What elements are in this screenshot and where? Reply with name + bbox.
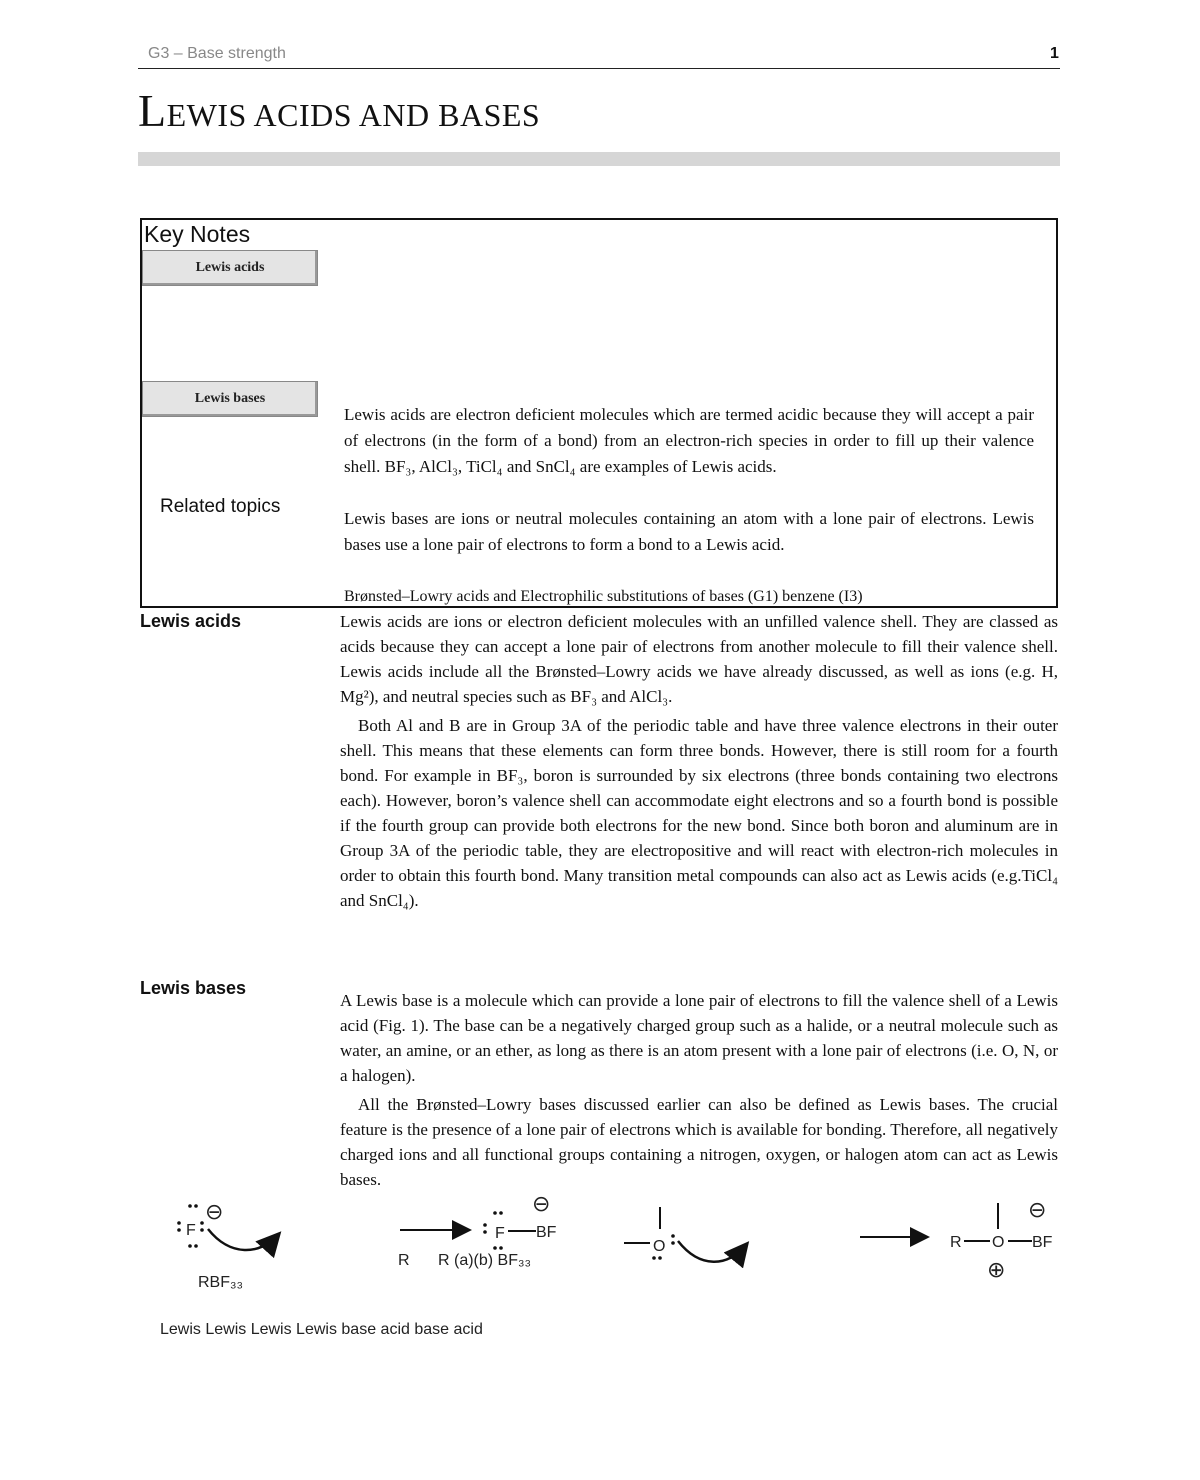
- figure-1-lewis-reactions: [150, 1185, 1070, 1295]
- title-bar: [138, 152, 1060, 166]
- running-head: G3 – Base strength: [148, 45, 286, 62]
- section-heading-lewis-bases: Lewis bases: [140, 978, 247, 998]
- product-minus-charge: ⊖: [532, 1191, 551, 1216]
- key-notes-heading: Key Notes: [144, 221, 251, 247]
- oxygen-atom: O: [653, 1238, 666, 1255]
- section-heading-lewis-acids: Lewis acids: [140, 611, 242, 631]
- page-number: 1: [1050, 45, 1059, 62]
- section-body-lewis-bases: [340, 988, 1058, 1192]
- fluoride-atom: F: [186, 1222, 196, 1239]
- paragraph: Lewis acids are ions or electron deficient molecules with an unfilled valence shell. They are classed as acids because they can accept a lone pair of electrons from another molecule to fill their valence shell. Lewis acids include all the Brønsted–Lowry acids we have already discussed, as well as ions (e.g. H, Mg²), and neutral species such as BF₃ and AlCl₃.: [340, 612, 1058, 706]
- bf3-label: RBF₃₃: [198, 1274, 244, 1291]
- curved-arrow: [208, 1229, 278, 1250]
- key-notes-bases-text: Lewis bases are ions or neutral molecules containing an atom with a lone pair of electrons. Lewis bases use a lone pair of electrons to form a bond to a Lewis acid.: [344, 509, 1034, 554]
- key-notes-tab-lewis-acids: [142, 250, 318, 286]
- product-r: R: [950, 1234, 962, 1251]
- r-a-b-label: R (a)(b) BF₃₃: [438, 1252, 532, 1269]
- product-oxygen: O: [992, 1234, 1005, 1251]
- fluoride-minus-charge: ⊖: [205, 1199, 224, 1224]
- related-topics-text: Brønsted–Lowry acids and Electrophilic substitutions of bases (G1) benzene (I3): [344, 588, 863, 605]
- key-notes-acids-text: Lewis acids are electron deficient molecules which are termed acidic because they will accept a pair of electrons (in the form of a bond) from an electron-rich species in order to fill up their valence shell. BF₃, AlCl₃, TiCl₄ and SnCl₄ are examples of Lewis acids.: [344, 405, 1034, 476]
- header-rule: [138, 68, 1060, 69]
- paragraph: Both Al and B are in Group 3A of the periodic table and have three valence electrons in their outer shell. This means that these elements can form three bonds. However, there is still room for a fourth bond. For example in BF₃, boron is surrounded by six electrons (three bonds containing two electrons each). However, boron’s valence shell can accommodate eight electrons and so a fourth bond is possible if the fourth group can provide both electrons for the new bond. Since both boron and aluminum are in Group 3A of the periodic table, they are electropositive and will react with electron-rich molecules in order to obtain this fourth bond. Many transition metal compounds can also act as Lewis acids (e.g.TiCl₄ and SnCl₄).: [340, 716, 1058, 910]
- product-minus-charge: ⊖: [1028, 1197, 1047, 1222]
- product-fluorine: F: [495, 1225, 505, 1242]
- title-rest: EWIS ACIDS AND BASES: [166, 97, 541, 133]
- key-notes-tab-lewis-bases: [142, 381, 318, 417]
- product-bf: BF: [1032, 1234, 1053, 1251]
- chapter-title: [138, 84, 540, 137]
- product-bf: BF: [536, 1224, 557, 1241]
- curved-arrow: [678, 1241, 746, 1262]
- figure-caption: Lewis Lewis Lewis Lewis base acid base acid: [160, 1321, 483, 1338]
- r-label: R: [398, 1252, 410, 1269]
- section-body-lewis-acids: [340, 609, 1058, 913]
- tab-label: Lewis bases: [194, 391, 266, 406]
- paragraph: A Lewis base is a molecule which can provide a lone pair of electrons to fill the valence shell of a Lewis acid (Fig. 1). The base can be a negatively charged group such as a halide, or a neutral molecule such as water, an amine, or an ether, as long as there is an atom present with a lone pair of electrons (i.e. O, N, or a halogen).: [340, 991, 1058, 1085]
- related-topics-label: Related topics: [160, 496, 281, 517]
- product-plus-charge: ⊕: [987, 1257, 1006, 1282]
- title-first-letter: L: [138, 85, 167, 136]
- paragraph: All the Brønsted–Lowry bases discussed earlier can also be defined as Lewis bases. The crucial feature is the presence of a lone pair of electrons which is available for bonding. Therefore, all negatively charged ions and all functional groups containing a nitrogen, oxygen, or halogen atom can act as Lewis bases.: [340, 1095, 1058, 1189]
- tab-label: Lewis acids: [195, 260, 265, 275]
